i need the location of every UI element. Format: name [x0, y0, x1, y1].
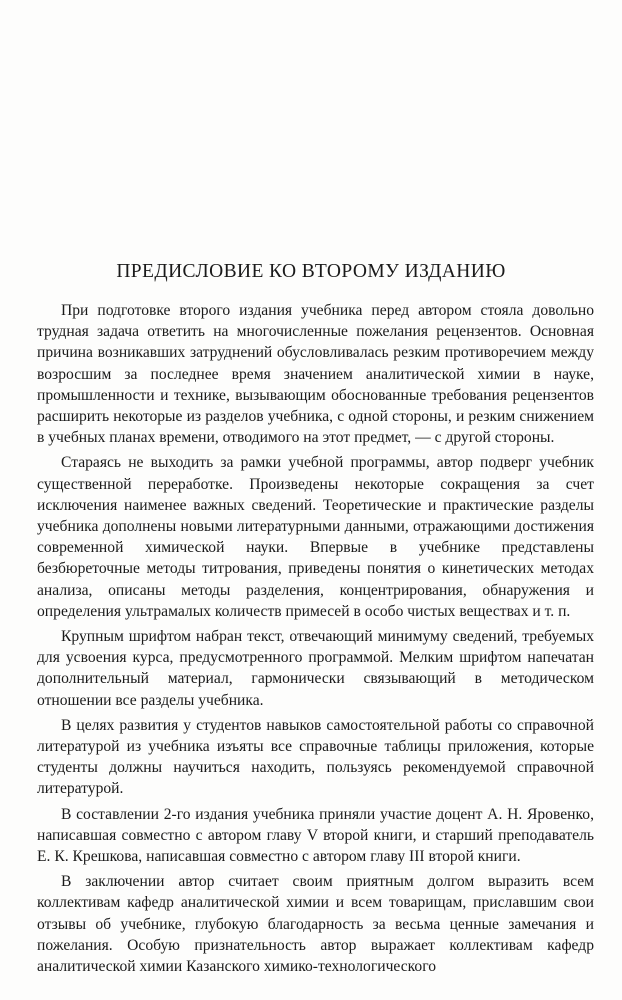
paragraph: Стараясь не выходить за рамки учебной программы, автор подверг учебник существенной переработке. Произведены некоторые сокращения за счет исключения наименее важных сведений. Теоретические и практические разделы учебника дополнены новыми литературными данными, отражающими достижения современной химической науки. Впервые в учебнике представлены безбюреточные методы титрования, приведены понятия о кинетических методах анализа, описаны методы разделения, концентрирования, обнаружения и определения ультрамалых количеств примесей в особо чистых веществах и т. п.	[37, 454, 594, 620]
paragraph: В заключении автор считает своим приятным долгом выразить всем коллективам кафедр аналитической химии и всем товарищам, приславшим свои отзывы об учебнике, глубокую благодарность за весьма ценные замечания и пожелания. Особую признательность автор выражает коллективам кафедр аналитической химии Казанского химико-технологического	[37, 873, 594, 976]
paragraph: В составлении 2-го издания учебника приняли участие доцент А. Н. Яровенко, написавшая совместно с автором главу V второй книги, и старший преподаватель Е. К. Крешкова, написавшая совместно с автором главу III второй книги.	[37, 805, 594, 866]
paragraph: Крупным шрифтом набран текст, отвечающий минимуму сведений, требуемых для усвоения курса, предусмотренного программой. Мелким шрифтом напечатан дополнительный материал, гармонически связывающий в методическом отношении все разделы учебника.	[37, 628, 594, 709]
paragraph: При подготовке второго издания учебника перед автором стояла довольно трудная задача ответить на многочисленные пожелания рецензентов. Основная причина возникавших затруднений обусловливалась резким противоречием между возросшим за последнее время значением аналитической химии в науке, промышленности и технике, вызывающим обоснованные требования рецензентов расширить некоторые из разделов учебника, с одной стороны, и резким снижением в учебных планах времени, отводимого на этот предмет, — с другой стороны.	[37, 302, 594, 447]
preface-body	[37, 300, 594, 981]
paragraph: В целях развития у студентов навыков самостоятельной работы со справочной литературой из учебника изъяты все справочные таблицы приложения, которые студенты должны научиться находить, пользуясь рекомендуемой справочной литературой.	[37, 716, 594, 798]
preface-title: ПРЕДИСЛОВИЕ КО ВТОРОМУ ИЗДАНИЮ	[116, 261, 506, 282]
